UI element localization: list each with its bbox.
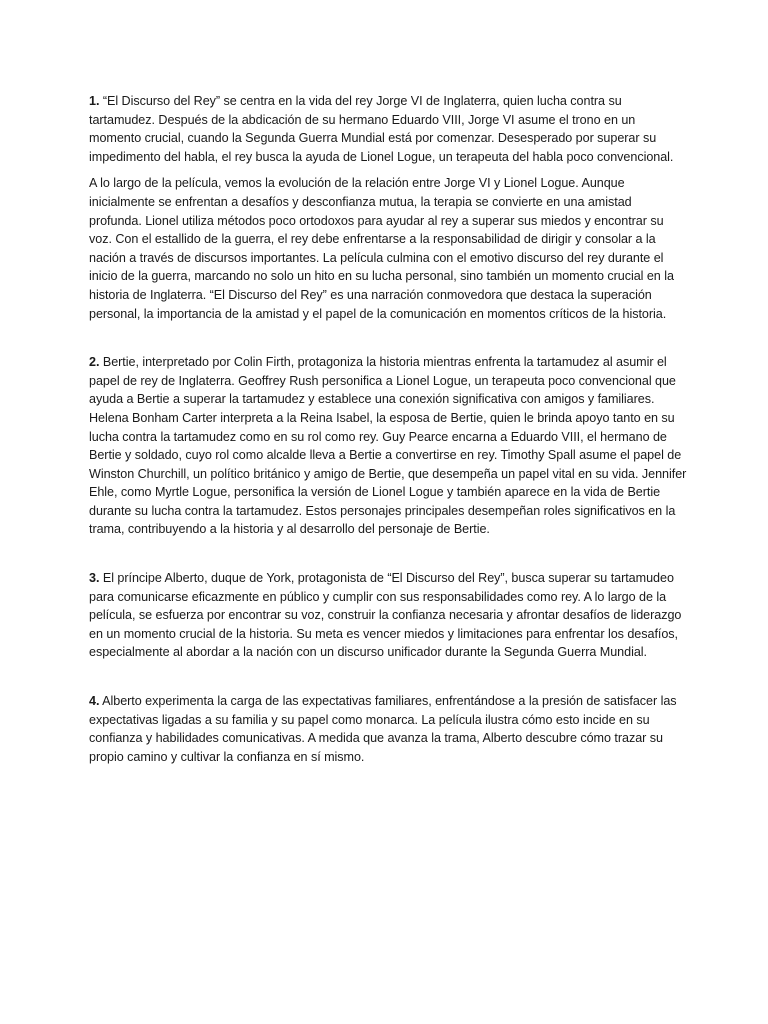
section-2 xyxy=(89,353,687,539)
section-3-number: 3. xyxy=(89,571,100,586)
document-page xyxy=(89,92,687,766)
section-1-text: “El Discurso del Rey” se centra en la vida del rey Jorge VI de Inglaterra, quien lucha contra su tartamudez. Después de la abdicación de su hermano Eduardo VIII, Jorge VI asume el trono en un momento crucial, cuando la Segunda Guerra Mundial está por comenzar. Desesperado por superar su impedimento del habla, el rey busca la ayuda de Lionel Logue, un terapeuta del habla poco convencional. xyxy=(89,94,674,164)
section-3-paragraph-1 xyxy=(89,569,687,662)
section-2-paragraph-1 xyxy=(89,353,687,539)
section-3 xyxy=(89,569,687,662)
section-4 xyxy=(89,692,687,766)
section-1 xyxy=(89,92,687,323)
section-3-text: El príncipe Alberto, duque de York, protagonista de “El Discurso del Rey”, busca superar su tartamudeo para comunicarse eficazmente en público y cumplir con sus responsabilidades como rey. A lo largo de la película, se esfuerza por encontrar su voz, construir la confianza necesaria y afrontar desafíos de liderazgo en un momento crucial de la historia. Su meta es vencer miedos y limitaciones para enfrentar los desafíos, especialmente al abordar a la nación con un discurso unificador durante la Segunda Guerra Mundial. xyxy=(89,571,682,660)
section-4-paragraph-1 xyxy=(89,692,687,766)
section-1-number: 1. xyxy=(89,94,100,108)
section-2-number: 2. xyxy=(89,355,100,370)
section-1-paragraph-1 xyxy=(89,92,687,166)
section-4-number: 4. xyxy=(89,694,100,709)
section-1-paragraph-2: A lo largo de la película, vemos la evolución de la relación entre Jorge VI y Lionel Logue. Aunque inicialmente se enfrentan a desafíos y desconfianza mutua, la terapia se convierte en una amistad profunda. Lionel utiliza métodos poco ortodoxos para ayudar al rey a superar sus miedos y encontrar su voz. Con el estallido de la guerra, el rey debe enfrentarse a la responsabilidad de dirigir y consolar a la nación a través de discursos importantes. La película culmina con el emotivo discurso del rey durante el inicio de la guerra, marcando no solo un hito en su lucha personal, sino también un momento crucial en la historia de Inglaterra. “El Discurso del Rey” es una narración conmovedora que destaca la superación personal, la importancia de la amistad y el papel de la comunicación en momentos críticos de la historia. xyxy=(89,176,674,321)
section-2-text: Bertie, interpretado por Colin Firth, protagoniza la historia mientras enfrenta la tartamudez al asumir el papel de rey de Inglaterra. Geoffrey Rush personifica a Lionel Logue, un terapeuta poco convencional que ayuda a Bertie a superar la tartamudez y establece una conexión significativa con amigos y familiares. Helena Bonham Carter interpreta a la Reina Isabel, la esposa de Bertie, quien le brinda apoyo tanto en su lucha contra la tartamudez como en su rol como rey. Guy Pearce encarna a Eduardo VIII, el hermano de Bertie y soldado, cuyo rol como alcalde lleva a Bertie a convertirse en rey. Timothy Spall asume el papel de Winston Churchill, un político británico y amigo de Bertie, que desempeña un papel vital en su vida. Jennifer Ehle, como Myrtle Logue, personifica la versión de Lionel Logue y también aparece en la vida de Bertie durante su lucha contra la tartamudez. Estos personajes principales desempeñan roles significativos en la trama, contribuyendo a la historia y al desarrollo del personaje de Bertie. xyxy=(89,355,687,537)
section-4-text: Alberto experimenta la carga de las expectativas familiares, enfrentándose a la presión de satisfacer las expectativas ligadas a su familia y su papel como monarca. La película ilustra cómo esto incide en su confianza y habilidades comunicativas. A medida que avanza la trama, Alberto descubre cómo trazar su propio camino y cultivar la confianza en sí mismo. xyxy=(89,694,677,764)
